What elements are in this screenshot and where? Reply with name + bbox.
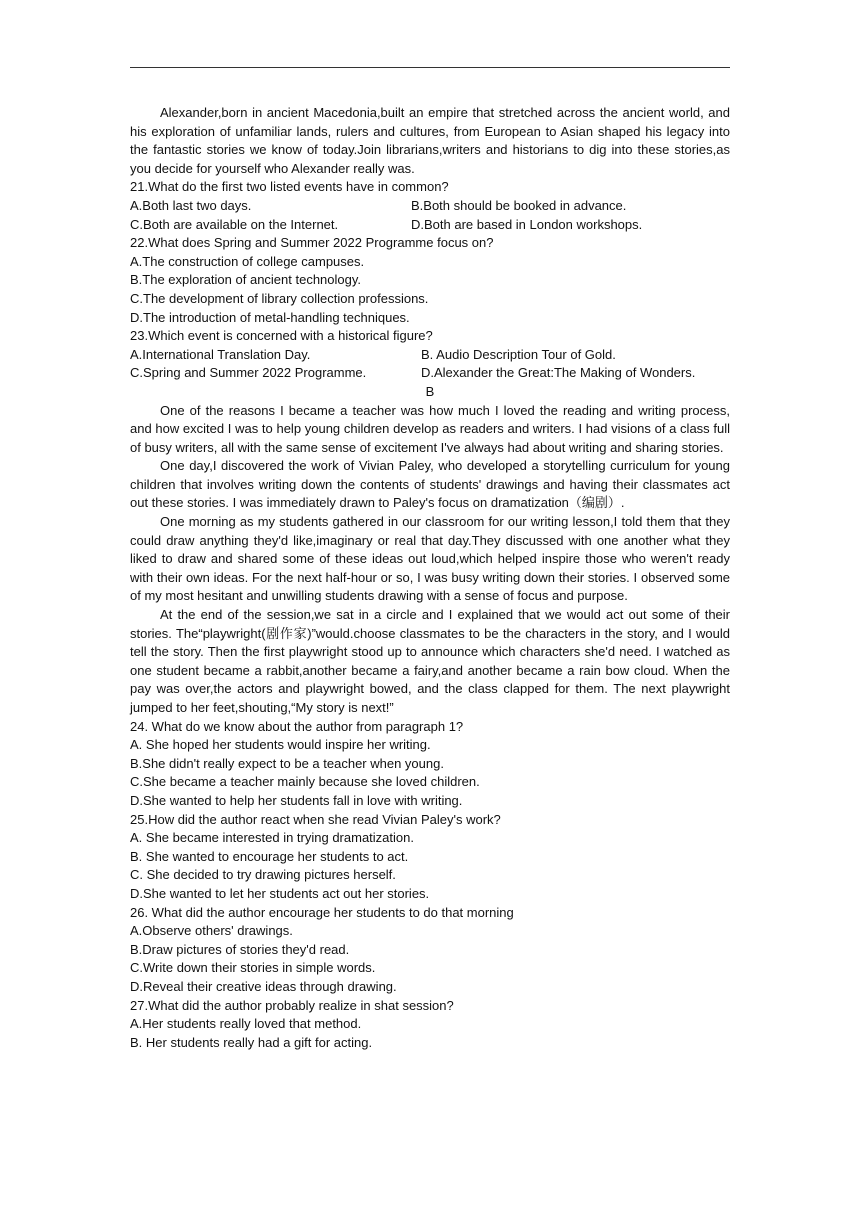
passage-b-paragraph-2: One day,I discovered the work of Vivian Paley, who developed a storytelling curriculum for young children that involves writing down the contents of students' drawings and having their classmates act out these stories. I was immediately drawn to Paley's focus on dramatization（编剧）. (130, 458, 730, 511)
option-a: A.The construction of college campuses. (130, 253, 365, 269)
option-b: B.Both should be booked in advance. (411, 197, 627, 213)
options-row (130, 197, 730, 216)
question-stem: 24. What do we know about the author from paragraph 1? (130, 718, 464, 734)
option-c: C.Write down their stories in simple words. (130, 960, 376, 976)
option-d: D.Reveal their creative ideas through drawing. (130, 978, 397, 994)
option-a: A. She hoped her students would inspire her writing. (130, 737, 431, 753)
option-a: A.Her students really loved that method. (130, 1016, 362, 1032)
option-c: C. She decided to try drawing pictures herself. (130, 867, 396, 883)
passage-a-paragraph: Alexander,born in ancient Macedonia,built an empire that stretched across the ancient world, and his exploration of unfamiliar lands, rulers and cultures, from European to Asian shaped his legacy into the fantastic stories we know of today.Join librarians,writers and historians to dig into these stories,as you decide for yourself who Alexander really was. (130, 105, 730, 176)
options-row (130, 346, 730, 365)
option-b: B. She wanted to encourage her students to act. (130, 848, 409, 864)
options-row (130, 216, 730, 235)
document-body (130, 104, 730, 1052)
passage-b-paragraph-4: At the end of the session,we sat in a circle and I explained that we would act out some of their stories. The“playwright(剧作家)”would.choose classmates to be the characters in the story, and I would tell the story. Then the first playwright stood up to announce which characters she'd need. I watched as one student became a rabbit,another became a fairy,and another became a rain bow cloud. When the pay was over,the actors and playwright bowed, and the class clapped for them. The next playwright jumped to her feet,shouting,“My story is next!” (130, 607, 730, 715)
question-22 (130, 234, 730, 327)
option-a: A.Both last two days. (130, 197, 252, 213)
section-b-heading: B (425, 383, 435, 399)
option-d: D.Alexander the Great:The Making of Wonders. (421, 365, 696, 381)
header-rule (130, 67, 730, 68)
option-b: B. Her students really had a gift for acting. (130, 1034, 373, 1050)
passage-b-paragraph-3: One morning as my students gathered in our classroom for our writing lesson,I told them that they could draw anything they'd like,imaginary or real that day.They discussed with one another what they liked to draw and shared some of these ideas out loud,which helped inspire those who weren't ready with their own ideas. For the next half-hour or so, I was busy writing down their stories. I observed some of my most hesitant and unwilling students drawing with a sense of focus and purpose. (130, 514, 730, 604)
question-21 (130, 178, 730, 234)
passage-b-paragraph-1: One of the reasons I became a teacher was how much I loved the reading and writing process, and how excited I was to help young children develop as readers and writers. I had visions of a class full of busy writers, all with the same sense of excitement I've always had about writing and sharing stories. (130, 402, 730, 455)
question-26 (130, 904, 730, 997)
option-d: D.The introduction of metal-handling techniques. (130, 309, 410, 325)
question-24 (130, 718, 730, 811)
option-b: B.Draw pictures of stories they'd read. (130, 941, 350, 957)
option-b: B.The exploration of ancient technology. (130, 272, 362, 288)
question-stem: 23.Which event is concerned with a historical figure? (130, 328, 433, 344)
question-stem: 27.What did the author probably realize in shat session? (130, 997, 454, 1013)
option-c: C.The development of library collection professions. (130, 290, 429, 306)
question-stem: 25.How did the author react when she read Vivian Paley's work? (130, 811, 501, 827)
options-row (130, 364, 730, 383)
option-c: C.Both are available on the Internet. (130, 216, 339, 232)
option-b: B.She didn't really expect to be a teacher when young. (130, 755, 444, 771)
question-stem: 22.What does Spring and Summer 2022 Programme focus on? (130, 235, 494, 251)
question-stem: 26. What did the author encourage her students to do that morning (130, 904, 514, 920)
option-a: A. She became interested in trying dramatization. (130, 830, 414, 846)
option-a: A.International Translation Day. (130, 346, 311, 362)
option-c: C.Spring and Summer 2022 Programme. (130, 365, 367, 381)
question-23 (130, 327, 730, 383)
question-27 (130, 997, 730, 1053)
question-stem: 21.What do the first two listed events have in common? (130, 179, 449, 195)
option-a: A.Observe others' drawings. (130, 923, 293, 939)
option-d: D.She wanted to help her students fall in love with writing. (130, 792, 463, 808)
question-25 (130, 811, 730, 904)
option-c: C.She became a teacher mainly because she loved children. (130, 774, 480, 790)
option-d: D.She wanted to let her students act out her stories. (130, 885, 430, 901)
option-b: B. Audio Description Tour of Gold. (421, 346, 616, 362)
option-d: D.Both are based in London workshops. (411, 216, 643, 232)
